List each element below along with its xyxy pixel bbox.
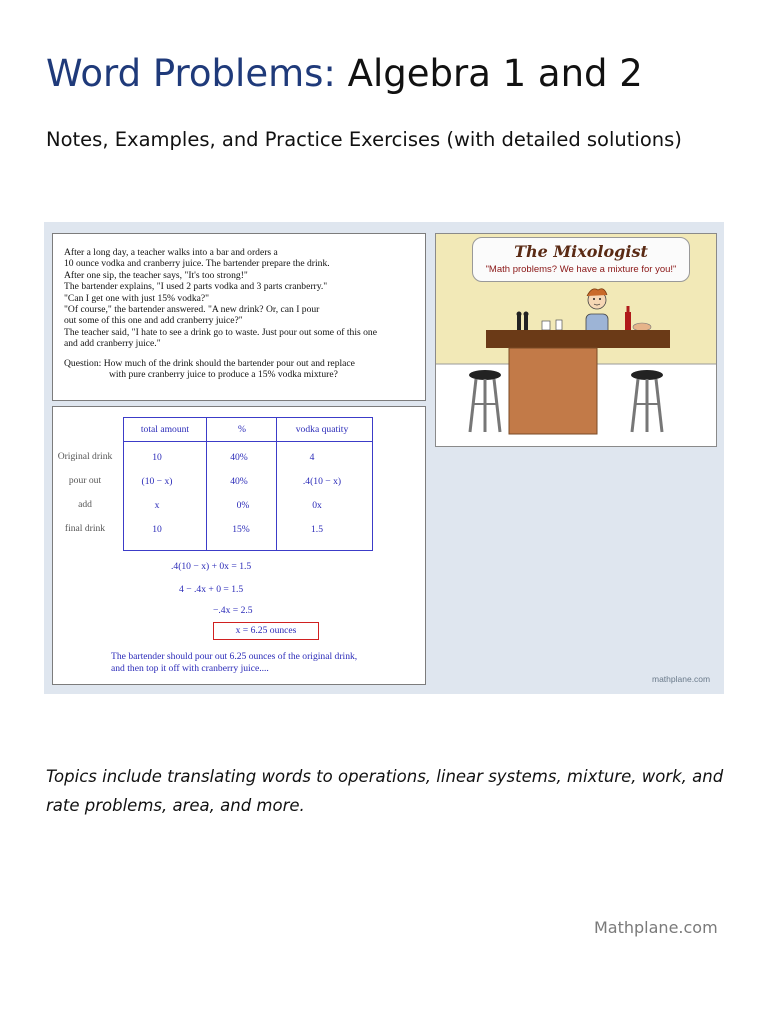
table-cell: x [154,500,160,511]
problem-line: and add cranberry juice." [64,338,161,350]
table-cell: 10 [152,524,162,535]
equation: −.4x = 2.5 [213,605,253,616]
problem-line: out some of this one and add cranberry juice?" [64,315,243,327]
table-header: % [238,424,246,435]
conclusion [111,651,357,675]
question-line: with pure cranberry juice to produce a 15% vodka mixture? [109,369,338,381]
table-header: total amount [140,424,190,435]
row-label: Original drink [57,451,113,462]
table-cell: 40% [230,476,248,487]
mixture-table [123,417,373,551]
table-cell: 10 [152,452,162,463]
table-header: vodka quatity [295,424,349,435]
page-subtitle: Notes, Examples, and Practice Exercises (with detailed solutions) [46,128,682,151]
table-cell: 0x [312,500,322,511]
table-divider [124,441,372,442]
equation: 4 − .4x + 0 = 1.5 [179,584,244,595]
problem-line: After a long day, a teacher walks into a bar and orders a [64,247,278,258]
mixologist-sign [472,237,690,282]
title-part-1: Word Problems: [46,52,336,95]
problem-line: 10 ounce vodka and cranberry juice. The bartender prepare the drink. [64,258,330,270]
image-credit: mathplane.com [652,674,711,684]
row-label: add [78,499,92,510]
title-part-2: Algebra 1 and 2 [347,52,643,95]
answer-box: x = 6.25 ounces [213,622,319,640]
topics-description: Topics include translating words to operations, linear systems, mixture, work, and rate problems, area, and more. [46,767,724,815]
bar-counter-top [486,330,670,348]
problem-line: "Can I get one with just 15% vodka?" [64,292,210,304]
footer-site-name: Mathplane.com [594,918,718,937]
problem-line: The teacher said, "I hate to see a drink go to waste. Just pour out some of this one [64,326,377,338]
table-cell: 15% [232,524,250,535]
conclusion-line: and then top it off with cranberry juice.... [111,663,269,674]
row-label: pour out [68,475,102,486]
bar-counter-front [509,348,597,434]
table-cell: 1.5 [311,524,323,535]
table-cell: .4(10 − x) [302,476,342,487]
problem-line: "Of course," the bartender answered. "A new drink? Or, can I pour [64,304,320,316]
question-line: Question: How much of the drink should the bartender pour out and replace [64,357,355,369]
mixologist-cartoon [435,233,717,447]
problem-line: The bartender explains, "I used 2 parts vodka and 3 parts cranberry." [64,281,328,293]
sign-quote: "Math problems? We have a mixture for you!" [485,264,677,275]
page-title [46,52,643,95]
problem-line: After one sip, the teacher says, "It's too strong!" [64,269,248,281]
table-cell: (10 − x) [141,476,173,487]
solution-box [52,406,426,685]
table-cell: 0% [236,500,250,511]
row-label: final drink [64,523,106,534]
equation: .4(10 − x) + 0x = 1.5 [171,561,252,572]
problem-box [52,233,426,401]
conclusion-line: The bartender should pour out 6.25 ounces of the original drink, [111,651,358,662]
table-cell: 40% [230,452,248,463]
table-cell: 4 [309,452,315,463]
example-panel [44,222,724,694]
sign-title: The Mixologist [514,242,648,261]
